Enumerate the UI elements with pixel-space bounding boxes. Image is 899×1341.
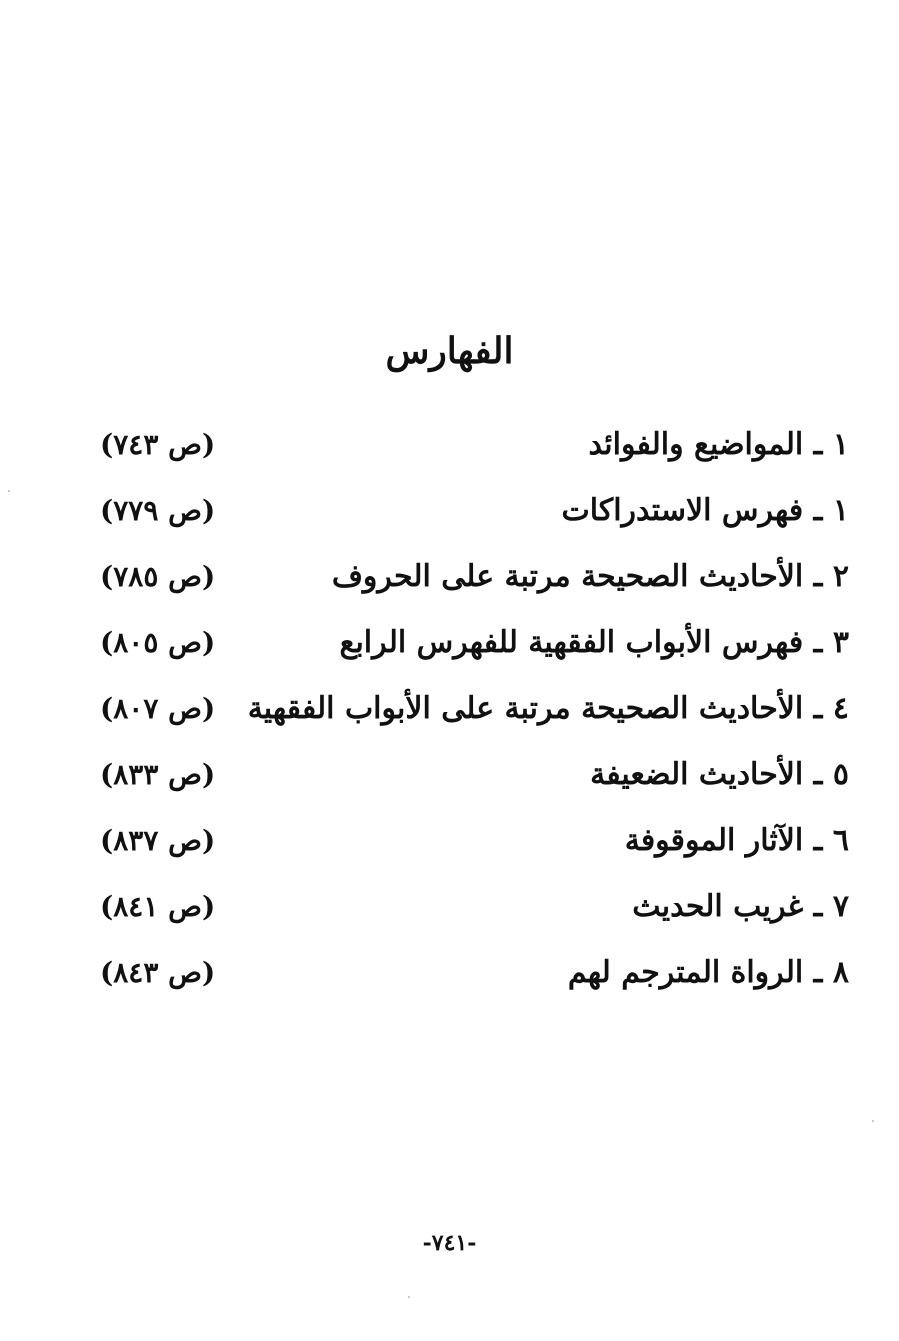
toc-row — [0, 882, 899, 942]
toc-entry-page: (ص ٨٠٥) — [100, 626, 216, 659]
toc-entry-label: ٤ ـ الأحاديث الصحيحة مرتبة على الأبواب الفقهية — [247, 691, 849, 726]
toc-entry-page: (ص ٨٣٧) — [100, 824, 216, 857]
page-title: الفهارس — [385, 330, 514, 372]
scan-speck — [408, 1296, 410, 1298]
toc-entry-page: (ص ٨٤٣) — [100, 956, 216, 989]
toc-row — [0, 816, 899, 876]
toc-entry-label: ٥ ـ الأحاديث الضعيفة — [590, 757, 849, 792]
scan-speck — [872, 1120, 874, 1122]
toc-entry-page: (ص ٧٤٣) — [100, 428, 216, 461]
toc-row — [0, 750, 899, 810]
toc-entry-label: ٢ ـ الأحاديث الصحيحة مرتبة على الحروف — [331, 559, 849, 594]
toc-row — [0, 486, 899, 546]
toc-entry-label: ٦ ـ الآثار الموقوفة — [624, 823, 849, 858]
toc-entry-label: ٣ ـ فهرس الأبواب الفقهية للفهرس الرابع — [339, 625, 849, 660]
toc-entry-label: ٨ ـ الرواة المترجم لهم — [567, 955, 849, 990]
toc-entry-label: ١ ـ المواضيع والفوائد — [588, 427, 849, 462]
toc-row — [0, 552, 899, 612]
toc-entry-page: (ص ٧٧٩) — [100, 494, 216, 527]
toc-entry-label: ٧ ـ غريب الحديث — [632, 889, 849, 924]
toc-row — [0, 948, 899, 1008]
toc-row — [0, 618, 899, 678]
scan-speck — [8, 490, 10, 492]
toc-entry-page: (ص ٨٣٣) — [100, 758, 216, 791]
toc-entry-page: (ص ٧٨٥) — [100, 560, 216, 593]
toc-row — [0, 684, 899, 744]
toc-entry-page: (ص ٨٠٧) — [100, 692, 216, 725]
page-number: -٧٤١- — [422, 1230, 477, 1256]
toc-row — [0, 420, 899, 480]
toc-entry-page: (ص ٨٤١) — [100, 890, 216, 923]
toc-entry-label: ١ ـ فهرس الاستدراكات — [561, 493, 849, 528]
